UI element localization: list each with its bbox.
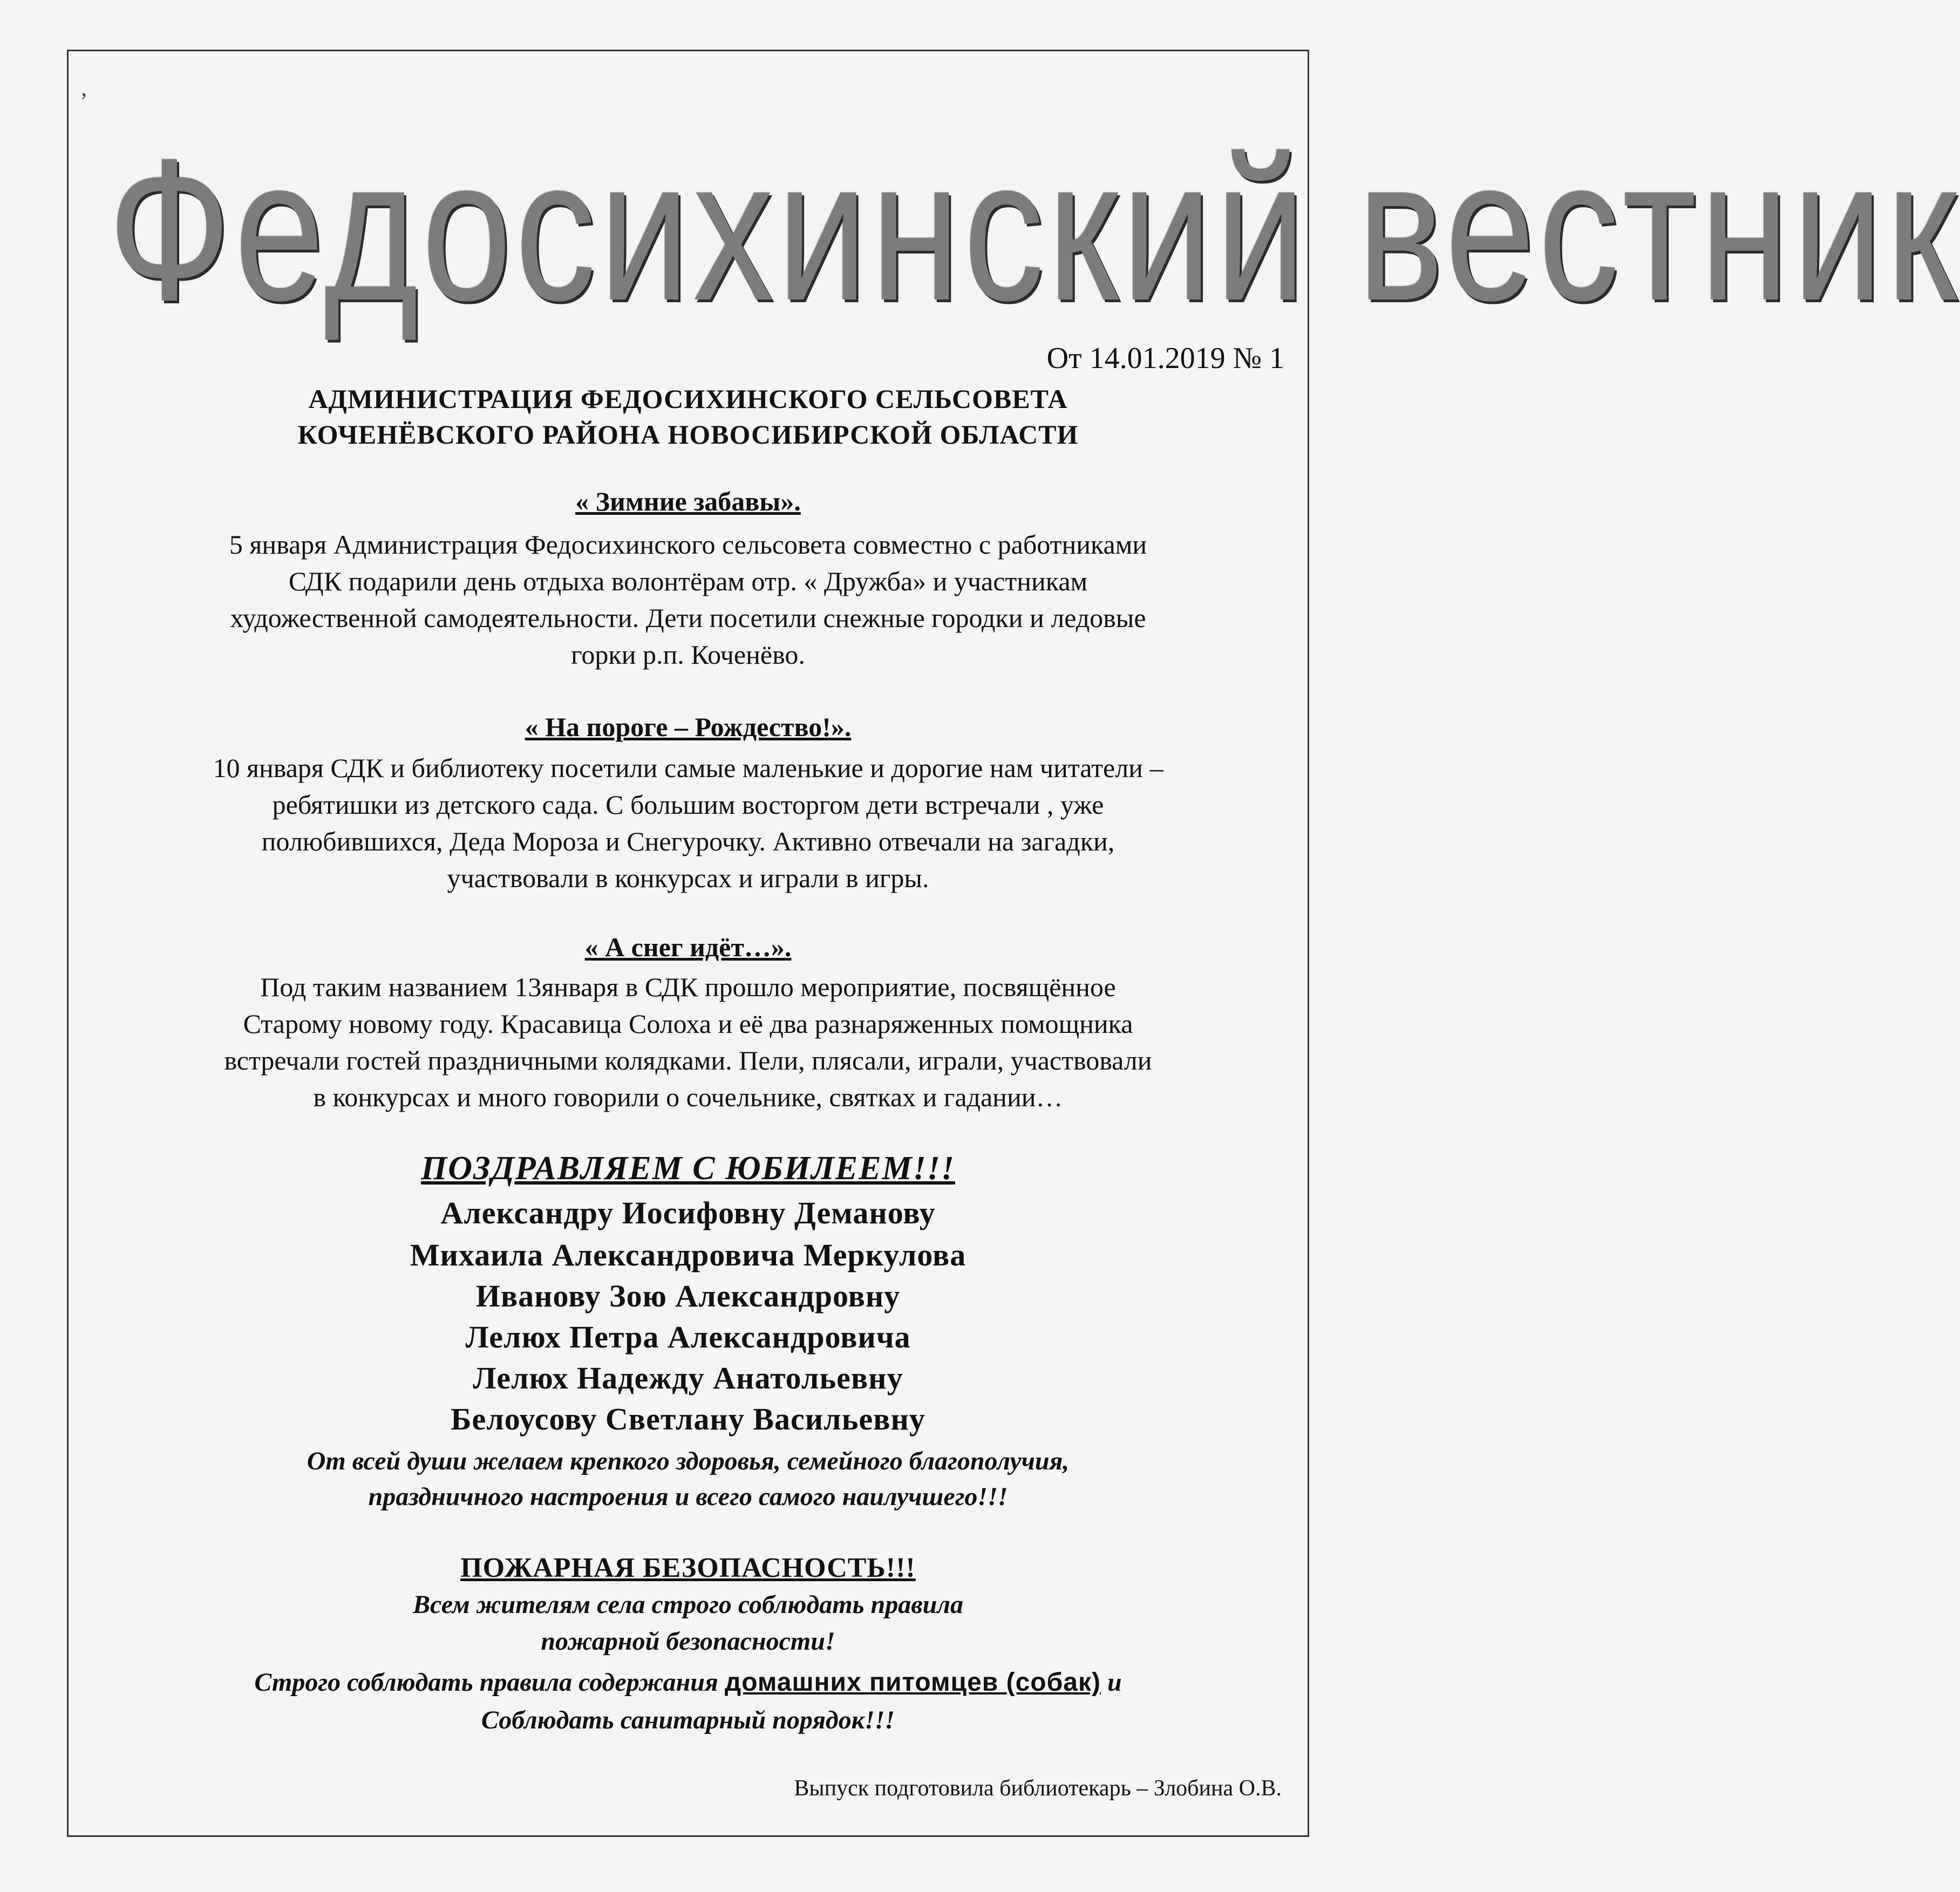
fire-safety-line-end: и — [1107, 1668, 1122, 1697]
article-line: Под таким названием 13января в СДК прошло мероприятие, посвящённое — [260, 972, 1116, 1002]
honoree-name: Белоусову Светлану Васильевну — [451, 1401, 925, 1437]
fire-safety-pets-line — [70, 1668, 1306, 1697]
honoree-name: Михаила Александровича Меркулова — [410, 1237, 967, 1272]
issue-credit: Выпуск подготовила библиотекарь – Злобина О.В. — [794, 1776, 1282, 1801]
honoree-name: Иванову Зою Александровну — [475, 1278, 901, 1313]
article-line: художественной самодеятельности. Дети посетили снежные городки и ледовые — [230, 603, 1146, 633]
article-line: встречали гостей праздничными колядками. Пели, плясали, играли, участвовали — [224, 1045, 1152, 1076]
honoree-name: Лелюх Петра Александровича — [465, 1319, 911, 1355]
congrats-wish-line: От всей души желаем крепкого здоровья, семейного благополучия, — [307, 1447, 1070, 1475]
fire-safety-line-start: Строго соблюдать правила содержания — [254, 1668, 718, 1697]
issue-date-number: От 14.01.2019 № 1 — [1046, 342, 1284, 375]
newsletter-masthead — [108, 108, 1960, 351]
article-line: 5 января Администрация Федосихинского сельсовета совместно с работниками — [229, 529, 1147, 560]
article-line: Старому новому году. Красавица Солоха и её два разнаряженных помощника — [243, 1009, 1133, 1039]
article-title: « Зимние забавы». — [575, 486, 801, 516]
fire-safety-line: пожарной безопасности! — [541, 1627, 835, 1656]
article-line: горки р.п. Коченёво. — [571, 639, 805, 670]
stray-mark: ’ — [80, 88, 88, 114]
congrats-wish-line: праздничного настроения и всего самого наилучшего!!! — [368, 1482, 1008, 1511]
honoree-name: Александру Иосифовну Деманову — [440, 1195, 936, 1230]
administration-line-1: АДМИНИСТРАЦИЯ ФЕДОСИХИНСКОГО СЕЛЬСОВЕТА — [308, 384, 1068, 414]
pets-phrase: домашних питомцев (собак) — [724, 1668, 1101, 1697]
article-line: СДК подарили день отдыха волонтёрам отр. « Дружба» и участникам — [288, 566, 1088, 596]
honoree-name: Лелюх Надежду Анатольевну — [473, 1360, 903, 1396]
article-line: полюбившихся, Деда Мороза и Снегурочку. Активно отвечали на загадки, — [261, 826, 1115, 856]
congrats-title: ПОЗДРАВЛЯЕМ С ЮБИЛЕЕМ!!! — [421, 1150, 955, 1187]
administration-line-2: КОЧЕНЁВСКОГО РАЙОНА НОВОСИБИРСКОЙ ОБЛАСТИ — [297, 419, 1079, 450]
article-line: 10 января СДК и библиотеку посетили самые маленькие и дорогие нам читатели – — [213, 753, 1163, 783]
article-line: участвовали в конкурсах и играли в игры. — [447, 863, 929, 893]
masthead-word-2: вестник — [1357, 116, 1960, 343]
article-title: « А снег идёт…». — [584, 932, 792, 962]
article-title: « На пороге – Рождество!». — [525, 712, 852, 742]
masthead-word-1: Федосихинский — [108, 116, 1309, 343]
article-line: ребятишки из детского сада. С большим восторгом дети встречали , уже — [272, 790, 1104, 820]
fire-safety-line: Всем жителям села строго соблюдать правила — [413, 1590, 963, 1619]
fire-safety-line: Соблюдать санитарный порядок!!! — [481, 1706, 895, 1734]
fire-safety-title: ПОЖАРНАЯ БЕЗОПАСНОСТЬ!!! — [460, 1553, 916, 1583]
article-line: в конкурсах и много говорили о сочельнике, святках и гадании… — [313, 1082, 1063, 1112]
